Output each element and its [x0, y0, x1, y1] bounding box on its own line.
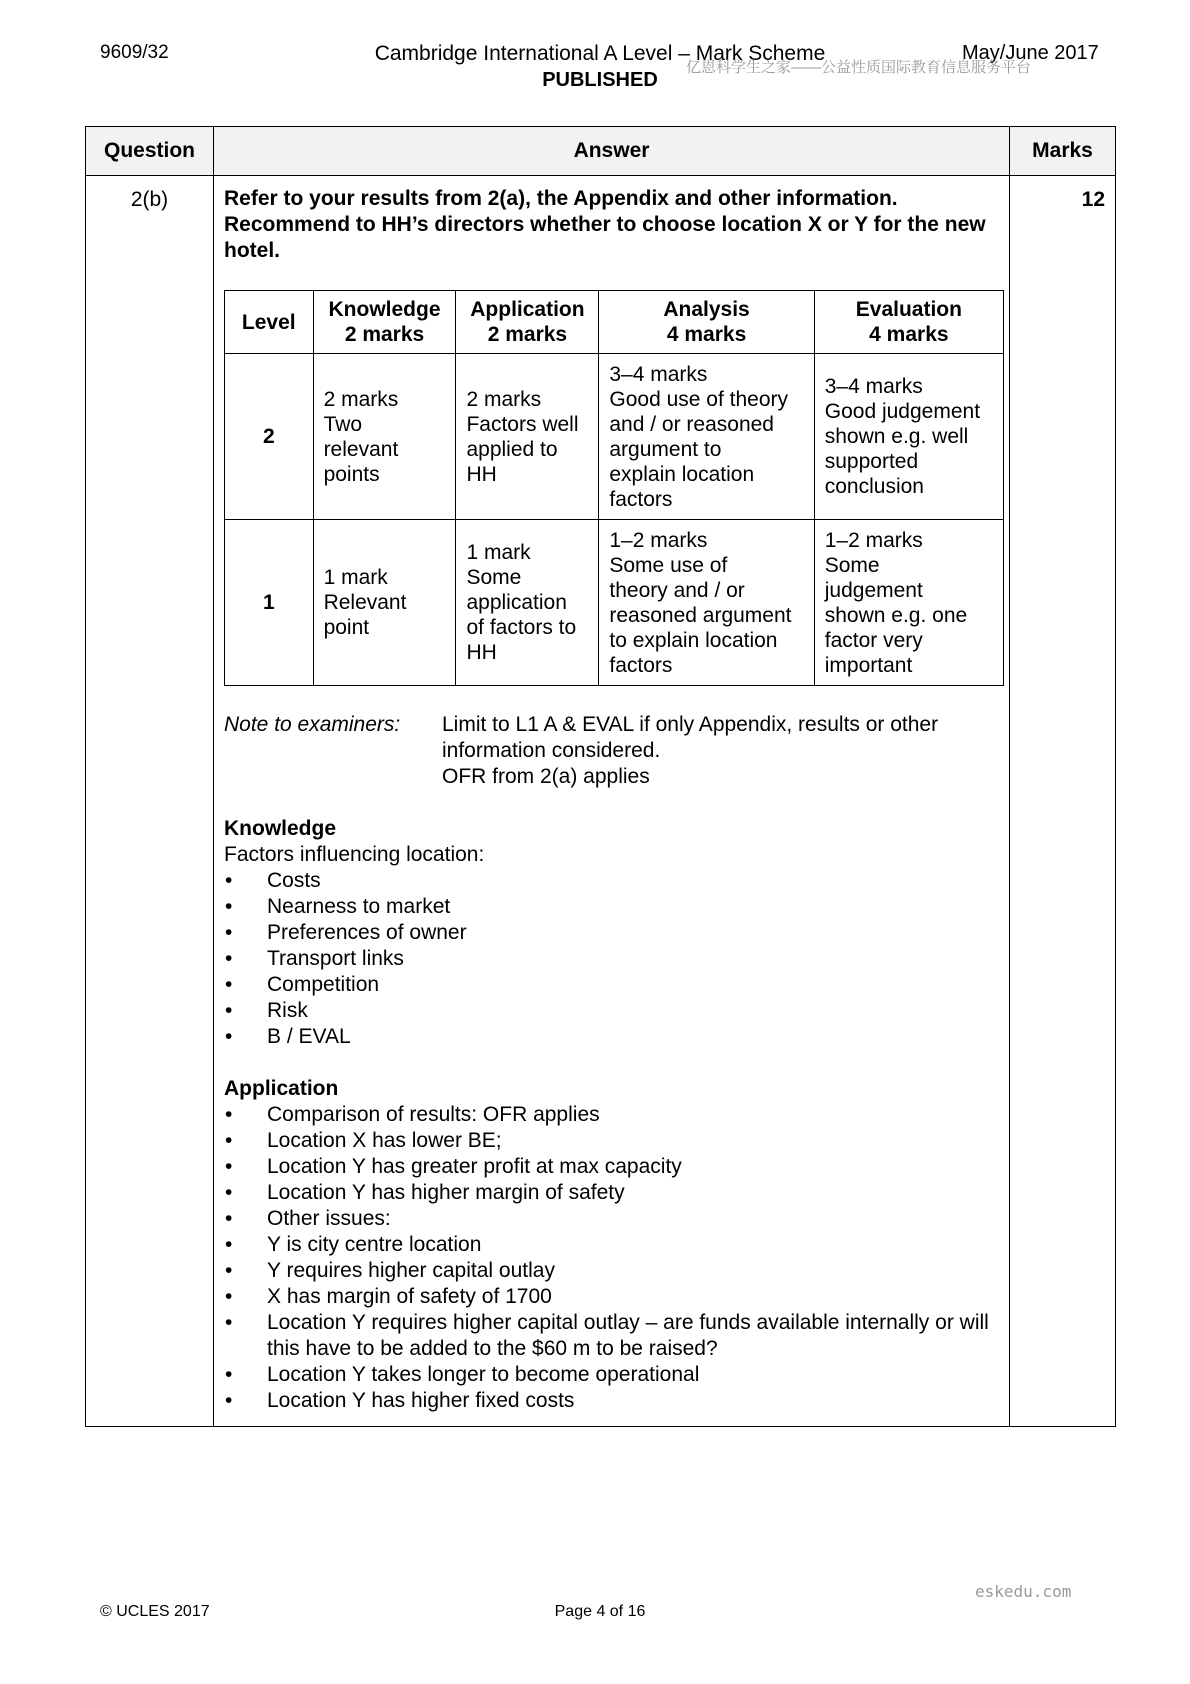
list-item: • Preferences of owner — [225, 921, 467, 944]
level-analysis-descriptor: 3–4 marks Good use of theory and / or reasoned argument to explain location factors — [599, 354, 814, 520]
list-item: • Risk — [225, 999, 308, 1022]
document-title: Cambridge International A Level – Mark Scheme — [374, 42, 826, 65]
list-item: • Location Y has higher fixed costs — [225, 1389, 575, 1412]
marks-value: 12 — [1010, 176, 1116, 1427]
levels-row — [225, 520, 1004, 686]
list-item: • Y is city centre location — [225, 1233, 482, 1256]
bullet-icon: • — [225, 921, 233, 944]
exam-session: May/June 2017 — [962, 42, 1099, 64]
published-label: PUBLISHED — [542, 69, 658, 91]
page-number: Page 4 of 16 — [554, 1603, 646, 1620]
level-number: 2 — [225, 354, 314, 520]
mark-scheme-table — [85, 126, 1116, 1427]
knowledge-heading: Knowledge — [224, 817, 337, 840]
answer-cell — [214, 176, 1010, 1427]
note-to-examiners — [224, 712, 999, 790]
bullet-icon: • — [225, 1129, 233, 1152]
question-number: 2(b) — [86, 176, 214, 1427]
list-item: • Location Y takes longer to become operational — [225, 1363, 700, 1386]
list-item: • Transport links — [225, 947, 404, 970]
knowledge-section — [224, 816, 999, 1050]
list-item: • Y requires higher capital outlay — [225, 1259, 555, 1282]
bullet-icon: • — [225, 1363, 233, 1386]
question-prompt: Refer to your results from 2(a), the Appendix and other information. Recommend to HH’s directors whether to choose location X or Y for the new hotel. — [224, 187, 986, 262]
level-knowledge-descriptor: 1 mark Relevant point — [313, 520, 456, 686]
paper-code: 9609/32 — [100, 42, 169, 63]
levels-header-row — [225, 291, 1004, 354]
list-item: • Location Y requires higher capital outlay – are funds available internally or will this have to be added to the $60 m to be raised? — [225, 1311, 989, 1360]
levels-column-header: Level — [225, 291, 314, 354]
bullet-icon: • — [225, 1285, 233, 1308]
level-application-descriptor: 2 marks Factors well applied to HH — [456, 354, 599, 520]
bullet-icon: • — [225, 869, 233, 892]
bullet-icon: • — [225, 1155, 233, 1178]
bullet-icon: • — [225, 895, 233, 918]
levels-row — [225, 354, 1004, 520]
level-number: 1 — [225, 520, 314, 686]
watermark-top: 亿恩科学生之家——公益性质国际教育信息服务平台 — [686, 59, 1032, 76]
application-list — [224, 1102, 999, 1414]
note-text — [442, 712, 999, 790]
bullet-icon: • — [225, 973, 233, 996]
level-evaluation-descriptor: 3–4 marks Good judgement shown e.g. well supported conclusion — [814, 354, 1003, 520]
list-item: • X has margin of safety of 1700 — [225, 1285, 552, 1308]
note-line: information considered. — [442, 739, 661, 762]
note-line: OFR from 2(a) applies — [442, 765, 650, 788]
table-row — [86, 176, 1116, 1427]
knowledge-intro: Factors influencing location: — [224, 843, 485, 866]
level-application-descriptor: 1 mark Some application of factors to HH — [456, 520, 599, 686]
bullet-icon: • — [225, 1207, 233, 1230]
column-header-answer: Answer — [214, 127, 1010, 176]
list-item: • Competition — [225, 973, 380, 996]
bullet-icon: • — [225, 1103, 233, 1126]
list-item: • Costs — [225, 869, 321, 892]
column-header-question: Question — [86, 127, 214, 176]
application-heading: Application — [224, 1077, 339, 1100]
bullet-icon: • — [225, 1311, 233, 1334]
table-header-row — [86, 127, 1116, 176]
levels-table — [224, 290, 1004, 686]
knowledge-list — [224, 868, 999, 1050]
levels-column-header: Analysis 4 marks — [599, 291, 814, 354]
list-item: • Comparison of results: OFR applies — [225, 1103, 600, 1126]
list-item: • Other issues: — [225, 1207, 391, 1230]
list-item: • Location Y has higher margin of safety — [225, 1181, 625, 1204]
bullet-icon: • — [225, 999, 233, 1022]
watermark-bottom: eskedu.com — [975, 1582, 1072, 1601]
bullet-icon: • — [225, 1025, 233, 1048]
list-item: • Nearness to market — [225, 895, 451, 918]
levels-column-header: Evaluation 4 marks — [814, 291, 1003, 354]
bullet-icon: • — [225, 947, 233, 970]
bullet-icon: • — [225, 1389, 233, 1412]
bullet-icon: • — [225, 1259, 233, 1282]
note-line: Limit to L1 A & EVAL if only Appendix, results or other — [442, 713, 939, 736]
copyright: © UCLES 2017 — [100, 1603, 210, 1620]
list-item: • Location Y has greater profit at max capacity — [225, 1155, 682, 1178]
list-item: • Location X has lower BE; — [225, 1129, 502, 1152]
column-header-marks: Marks — [1010, 127, 1116, 176]
level-analysis-descriptor: 1–2 marks Some use of theory and / or reasoned argument to explain location factors — [599, 520, 814, 686]
note-label: Note to examiners: — [224, 713, 401, 736]
bullet-icon: • — [225, 1181, 233, 1204]
application-section — [224, 1076, 999, 1414]
bullet-icon: • — [225, 1233, 233, 1256]
level-knowledge-descriptor: 2 marks Two relevant points — [313, 354, 456, 520]
levels-column-header: Application 2 marks — [456, 291, 599, 354]
list-item: • B / EVAL — [225, 1025, 351, 1048]
levels-column-header: Knowledge 2 marks — [313, 291, 456, 354]
level-evaluation-descriptor: 1–2 marks Some judgement shown e.g. one factor very important — [814, 520, 1003, 686]
